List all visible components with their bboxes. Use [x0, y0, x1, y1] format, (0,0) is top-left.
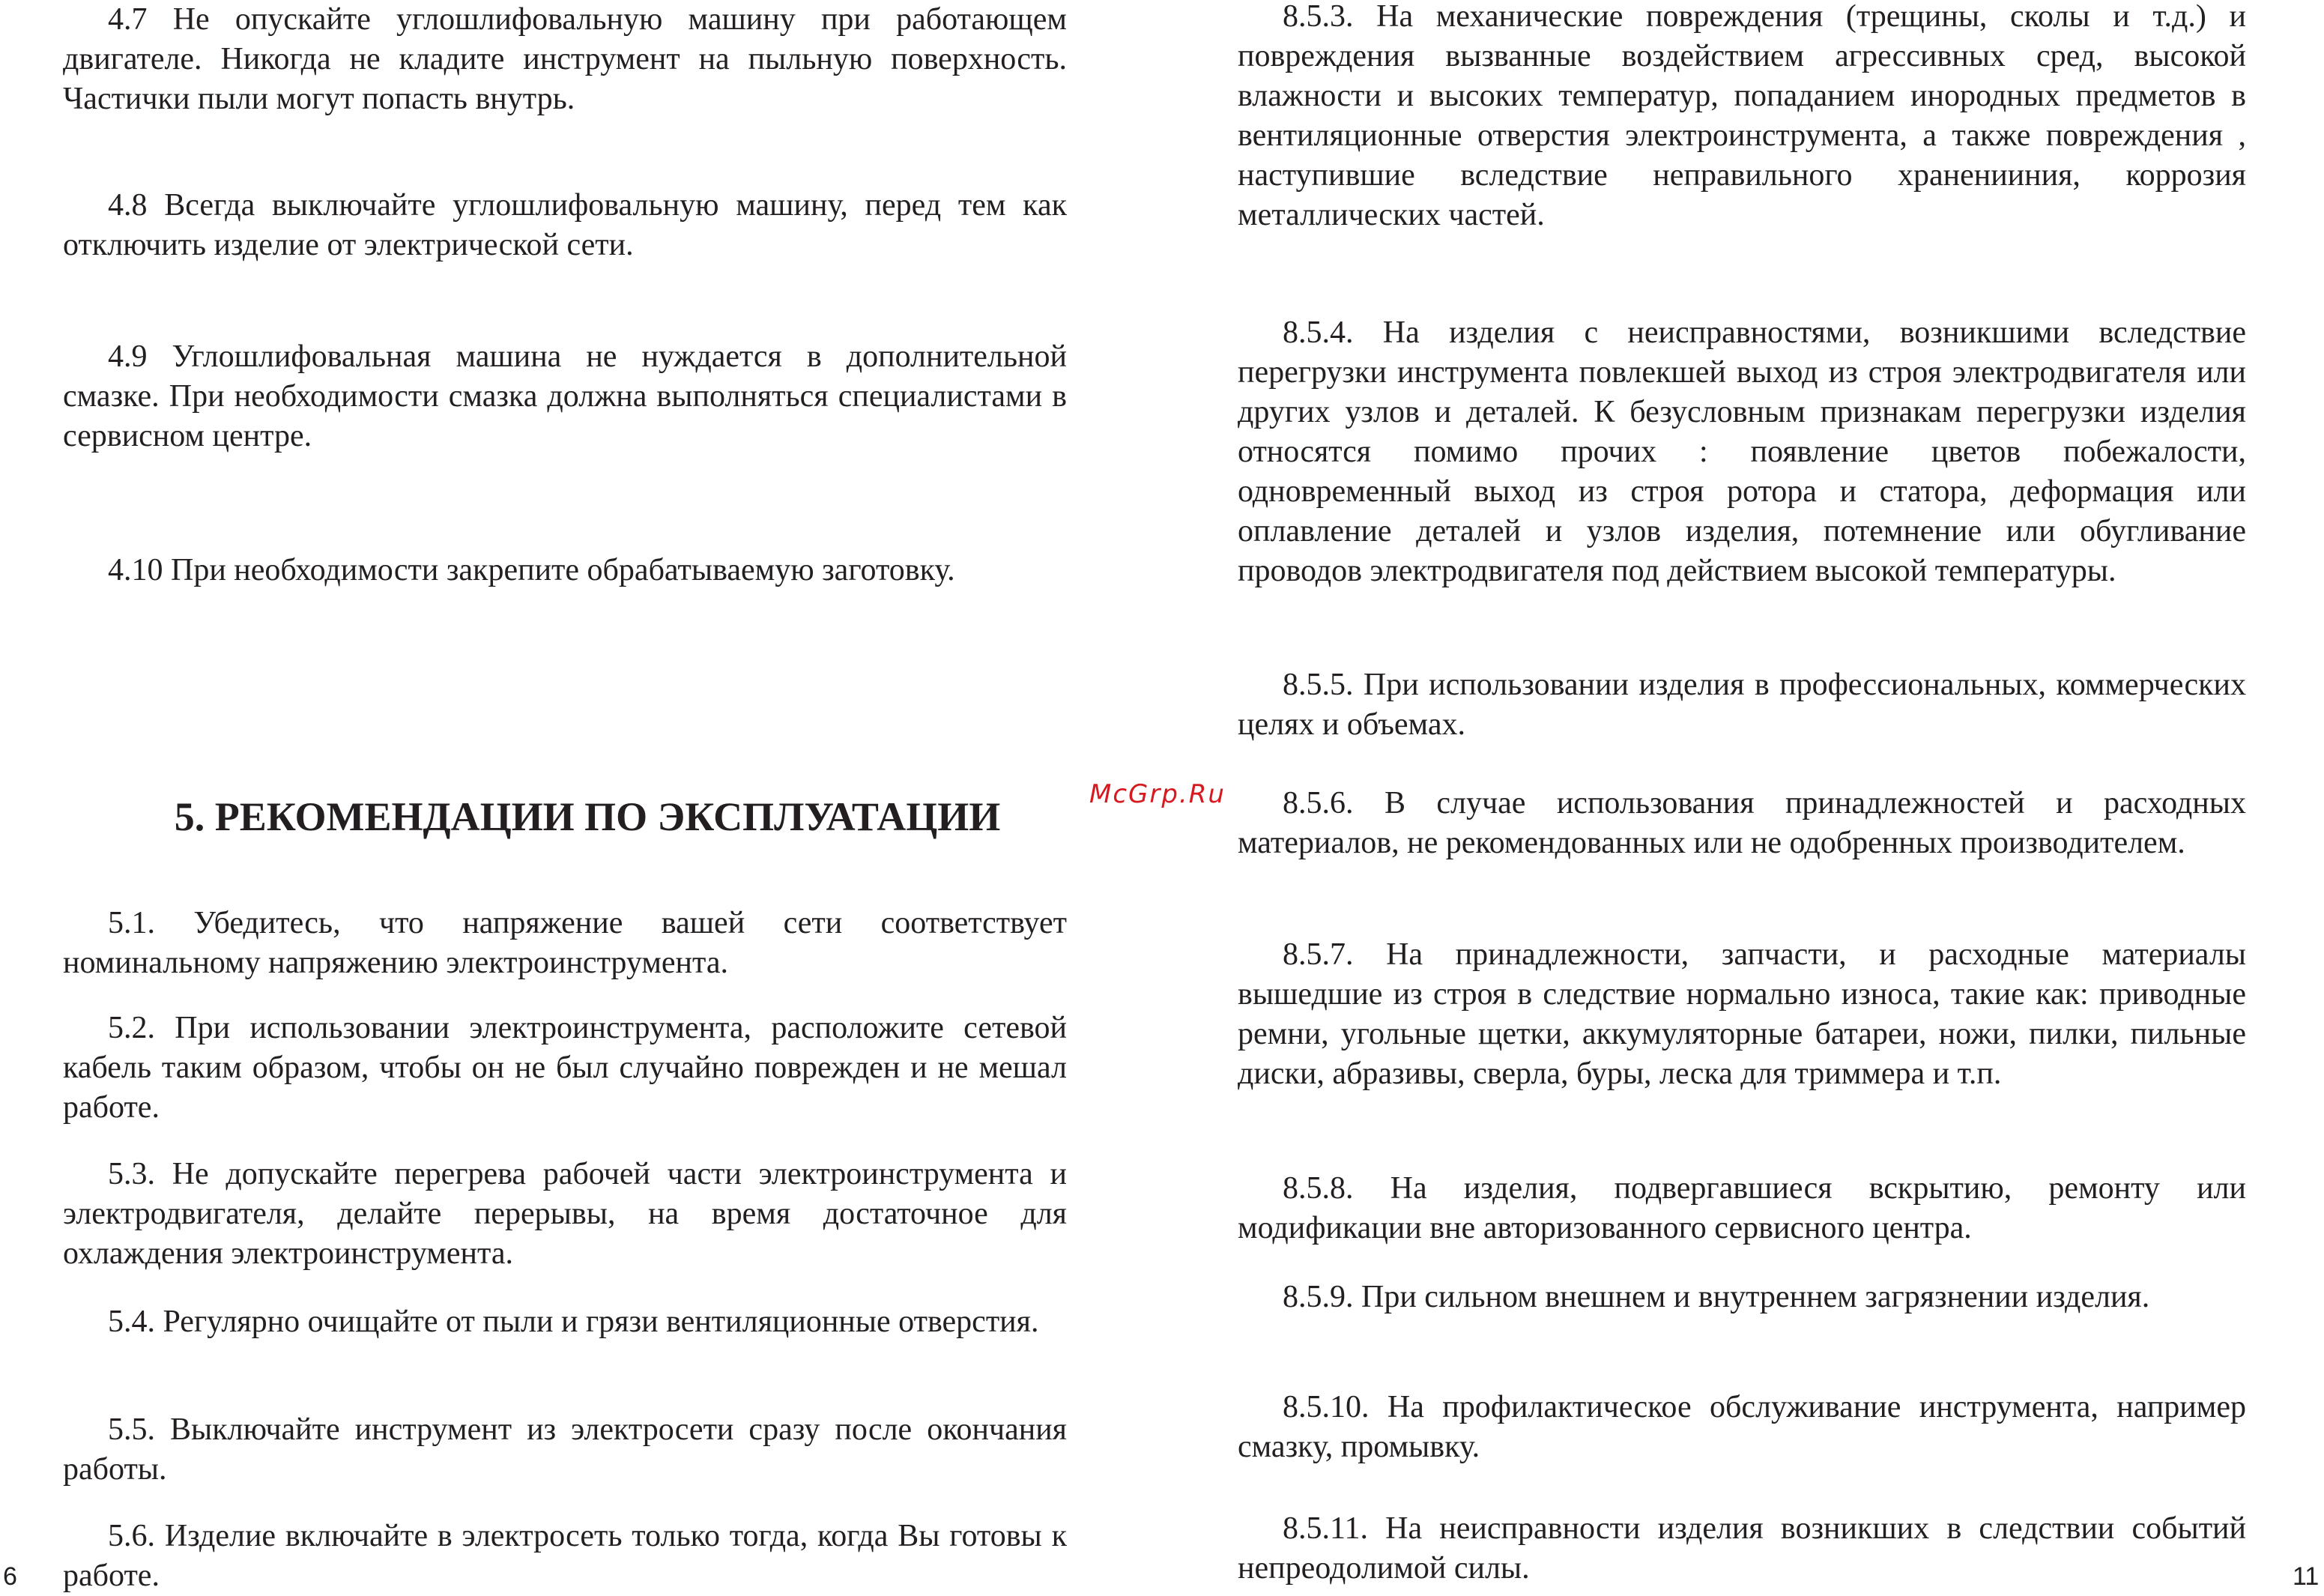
paragraph-5-6: 5.6. Изделие включайте в электросеть только тогда, когда Вы готовы к работе.: [63, 1519, 1067, 1593]
paragraph-8-5-10: 8.5.10. На профилактическое обслуживание инструмента, например смазку, промывку.: [1238, 1390, 2246, 1464]
paragraph-5-1: 5.1. Убедитесь, что напряжение вашей сети соответствует номинальному напряжению электроинструмента.: [63, 906, 1067, 980]
paragraph-8-5-9: 8.5.9. При сильном внешнем и внутреннем загрязнении изделия.: [1283, 1280, 2150, 1314]
page-number-right: 11: [2293, 1562, 2320, 1591]
paragraph-8-5-6: 8.5.6. В случае использования принадлежностей и расходных материалов, не рекомендованных или не одобренных производителем.: [1238, 786, 2246, 860]
paragraph-8-5-7: 8.5.7. На принадлежности, запчасти, и расходные материалы вышедшие из строя в следствие нормально износа, такие как: приводные ремни, угольные щетки, аккумуляторные батареи, ножи, пилки, пильные диски, абразивы, сверла, буры, леска для триммера и т.п.: [1238, 937, 2246, 1091]
paragraph-5-3: 5.3. Не допускайте перегрева рабочей части электроинструмента и электродвигателя, делайте перерывы, на время достаточное для охлаждения электроинструмента.: [63, 1157, 1067, 1271]
paragraph-5-2: 5.2. При использовании электроинструмента, расположите сетевой кабель таким образом, чтобы он не был случайно поврежден и не мешал работе.: [63, 1011, 1067, 1125]
section-heading: 5. РЕКОМЕНДАЦИИ ПО ЭКСПЛУАТАЦИИ: [174, 794, 1001, 839]
watermark: McGrp.Ru: [1089, 779, 1226, 809]
paragraph-8-5-8: 8.5.8. На изделия, подвергавшиеся вскрытию, ремонту или модификации вне авторизованного сервисного центра.: [1238, 1171, 2246, 1245]
paragraph-4-9: 4.9 Углошлифовальная машина не нуждается в дополнительной смазке. При необходимости смазка должна выполняться специалистами в сервисном центре.: [63, 339, 1067, 453]
paragraph-4-8: 4.8 Всегда выключайте углошлифовальную машину, перед тем как отключить изделие от электрической сети.: [63, 188, 1067, 262]
paragraph-4-10: 4.10 При необходимости закрепите обрабатываемую заготовку.: [108, 553, 955, 587]
paragraph-8-5-5: 8.5.5. При использовании изделия в профессиональных, коммерческих целях и объемах.: [1238, 668, 2246, 742]
paragraph-8-5-4: 8.5.4. На изделия с неисправностями, возникшими вследствие перегрузки инструмента повлекшей выход из строя электродвигателя или других узлов и деталей. К безусловным признакам перегрузки изделия относятся помимо прочих : появление цветов побежалости, одновременный выход из строя ротора и статора, деформация или оплавление деталей и узлов изделия, потемнение или обугливание проводов электродвигателя под действием высокой температуры.: [1238, 315, 2246, 588]
paragraph-5-4: 5.4. Регулярно очищайте от пыли и грязи вентиляционные отверстия.: [108, 1305, 1039, 1339]
paragraph-4-7: 4.7 Не опускайте углошлифовальную машину при работающем двигателе. Никогда не кладите инструмент на пыльную поверхность. Частички пыли могут попасть внутрь.: [63, 2, 1067, 116]
paragraph-8-5-11: 8.5.11. На неисправности изделия возникших в следствии событий непреодолимой силы.: [1238, 1511, 2246, 1586]
paragraph-5-5: 5.5. Выключайте инструмент из электросети сразу после окончания работы.: [63, 1412, 1067, 1487]
page-number-left: 6: [3, 1562, 17, 1591]
paragraph-8-5-3: 8.5.3. На механические повреждения (трещины, сколы и т.д.) и повреждения вызванные воздействием агрессивных сред, высокой влажности и высоких температур, попаданием инородных предметов в вентиляционные отверстия электроинструмента, а также повреждения , наступившие вследствие неправильного храненииния, коррозия металлических частей.: [1238, 0, 2246, 232]
